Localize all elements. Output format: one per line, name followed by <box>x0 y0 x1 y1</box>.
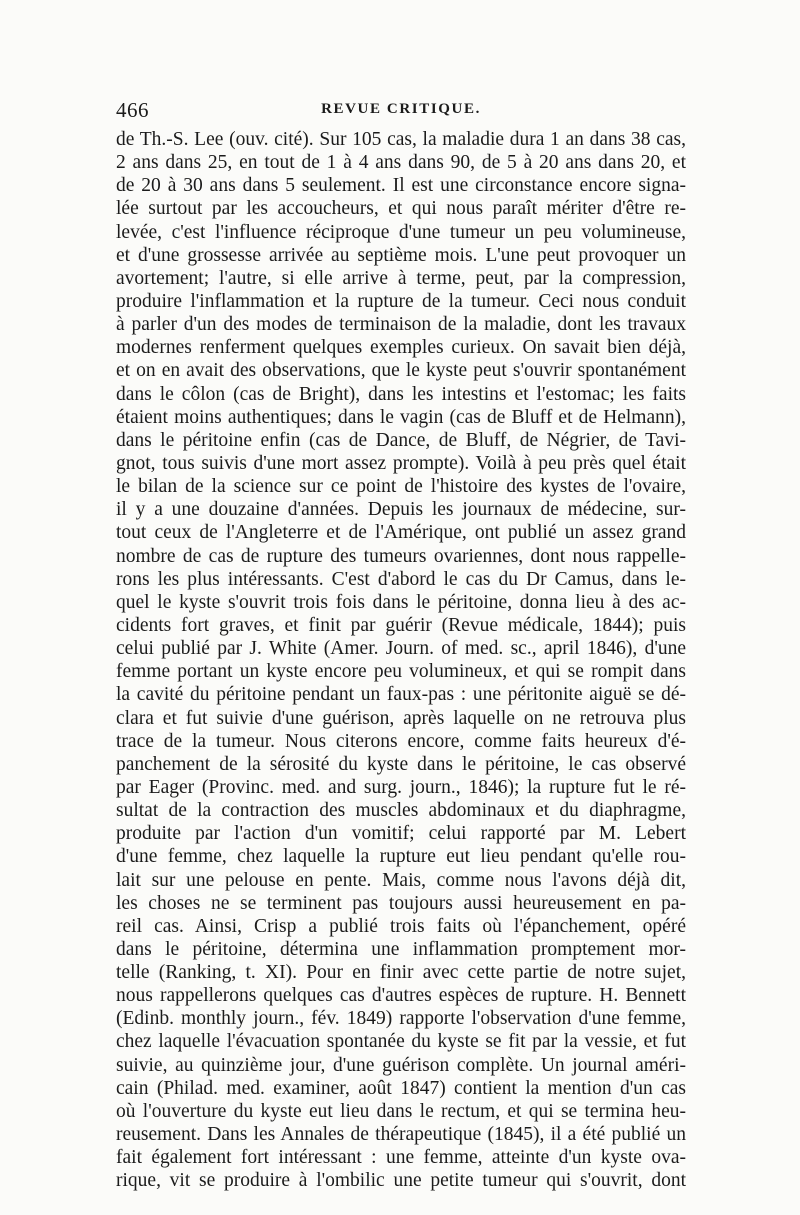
running-head <box>116 98 686 126</box>
text-line: tout ceux de l'Angleterre et de l'Amérique, ont publié un assez grand <box>116 522 686 544</box>
text-line: et d'une grossesse arrivée au septième mois. L'une peut provoquer un <box>116 244 686 266</box>
text-line: et on en avait des observations, que le kyste peut s'ouvrir spontanément <box>116 360 686 382</box>
text-line: lée surtout par les accoucheurs, et qui nous paraît mériter d'être re- <box>116 198 686 220</box>
text-line: panchement de la sérosité du kyste dans le péritoine, le cas observé <box>116 753 686 775</box>
text-line: quel le kyste s'ouvrit trois fois dans le péritoine, donna lieu à des ac- <box>116 591 686 613</box>
text-line: produite par l'action d'un vomitif; celui rapporté par M. Lebert <box>116 823 686 845</box>
text-line: les choses ne se terminent pas toujours aussi heureusement en pa- <box>116 892 686 914</box>
text-line: femme portant un kyste encore peu volumineux, et qui se rompit dans <box>116 661 686 683</box>
journal-title: REVUE CRITIQUE. <box>321 101 481 117</box>
text-line: (Edinb. monthly journ., fév. 1849) rapporte l'observation d'une femme, <box>116 1008 686 1030</box>
text-line: chez laquelle l'évacuation spontanée du kyste se fit par la vessie, et fut <box>116 1031 686 1053</box>
text-line: clara et fut suivie d'une guérison, après laquelle on ne retrouva plus <box>116 707 686 729</box>
text-line: sultat de la contraction des muscles abdominaux et du diaphragme, <box>116 800 686 822</box>
text-line: fait également fort intéressant : une femme, atteinte d'un kyste ova- <box>116 1147 686 1169</box>
text-line: dans le péritoine enfin (cas de Dance, de Bluff, de Négrier, de Tavi- <box>116 429 686 451</box>
text-line: par Eager (Provinc. med. and surg. journ., 1846); la rupture fut le ré- <box>116 776 686 798</box>
text-line: rique, vit se produire à l'ombilic une petite tumeur qui s'ouvrit, dont <box>116 1170 686 1192</box>
text-line: suivie, au quinzième jour, d'une guérison complète. Un journal améri- <box>116 1054 686 1076</box>
text-line: dans le péritoine, détermina une inflammation promptement mor- <box>116 938 686 960</box>
page-number: 466 <box>116 98 149 122</box>
text-line: produire l'inflammation et la rupture de la tumeur. Ceci nous conduit <box>116 290 686 312</box>
text-line: telle (Ranking, t. XI). Pour en finir avec cette partie de notre sujet, <box>116 962 686 984</box>
body-text <box>116 128 686 1192</box>
text-line: nous rappellerons quelques cas d'autres espèces de rupture. H. Bennett <box>116 985 686 1007</box>
text-line: le bilan de la science sur ce point de l'histoire des kystes de l'ovaire, <box>116 476 686 498</box>
text-line: de Th.-S. Lee (ouv. cité). Sur 105 cas, la maladie dura 1 an dans 38 cas, <box>116 129 686 150</box>
text-line: 2 ans dans 25, en tout de 1 à 4 ans dans 90, de 5 à 20 ans dans 20, et <box>116 152 686 174</box>
text-line: où l'ouverture du kyste eut lieu dans le rectum, et qui se termina heu- <box>116 1100 686 1122</box>
text-line: rons les plus intéressants. C'est d'abord le cas du Dr Camus, dans le- <box>116 568 686 590</box>
text-line: la cavité du péritoine pendant un faux-pas : une péritonite aiguë se dé- <box>116 684 686 706</box>
text-line: avortement; l'autre, si elle arrive à terme, peut, par la compression, <box>116 267 686 289</box>
text-line: à parler d'un des modes de terminaison de la maladie, dont les travaux <box>116 314 686 336</box>
text-line: de 20 à 30 ans dans 5 seulement. Il est une circonstance encore signa- <box>116 175 686 197</box>
text-line: celui publié par J. White (Amer. Journ. of med. sc., april 1846), d'une <box>116 638 686 660</box>
text-line: levée, c'est l'influence réciproque d'une tumeur un peu volumineuse, <box>116 221 686 243</box>
text-line: nombre de cas de rupture des tumeurs ovariennes, dont nous rappelle- <box>116 545 686 567</box>
text-line: reusement. Dans les Annales de thérapeutique (1845), il a été publié un <box>116 1124 686 1146</box>
text-line: cain (Philad. med. examiner, août 1847) contient la mention d'un cas <box>116 1077 686 1099</box>
text-line: il y a une douzaine d'années. Depuis les journaux de médecine, sur- <box>116 499 686 521</box>
text-line: trace de la tumeur. Nous citerons encore, comme faits heureux d'é- <box>116 730 686 752</box>
text-line: modernes renferment quelques exemples curieux. On savait bien déjà, <box>116 337 686 359</box>
text-line: gnot, tous suivis d'une mort assez prompte). Voilà à peu près quel était <box>116 452 686 474</box>
text-line: d'une femme, chez laquelle la rupture eut lieu pendant qu'elle rou- <box>116 846 686 868</box>
text-line: reil cas. Ainsi, Crisp a publié trois faits où l'épanchement, opéré <box>116 915 686 937</box>
text-line: cidents fort graves, et finit par guérir (Revue médicale, 1844); puis <box>116 614 686 636</box>
text-line: lait sur une pelouse en pente. Mais, comme nous l'avons déjà dit, <box>116 869 686 891</box>
text-line: dans le côlon (cas de Bright), dans les intestins et l'estomac; les faits <box>116 383 686 405</box>
text-line: étaient moins authentiques; dans le vagin (cas de Bluff et de Helmann), <box>116 406 686 428</box>
